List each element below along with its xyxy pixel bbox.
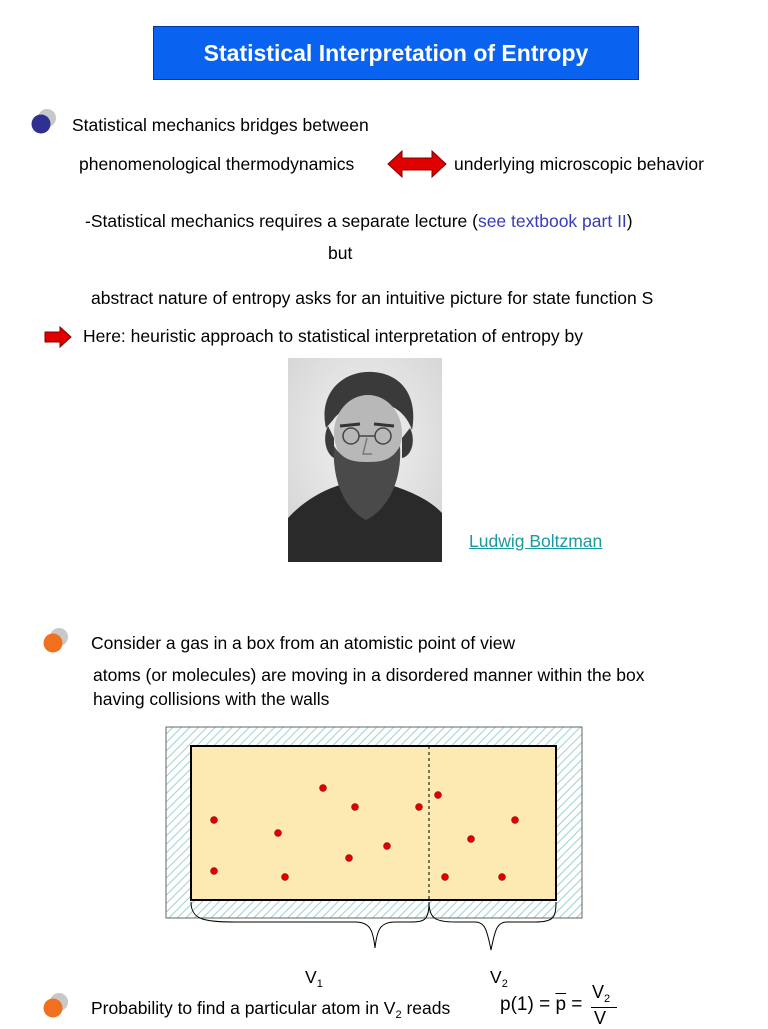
v2-label [490,967,508,990]
formula-numerator [592,982,610,1005]
title-banner [153,26,639,80]
atom [352,804,359,811]
formula-denominator [594,1008,606,1029]
probability-line [91,998,450,1021]
page-title: Statistical Interpretation of Entropy [203,39,589,66]
bullet-1-icon [30,108,60,136]
atom [384,843,391,850]
v1-base: V [305,967,317,987]
formula-den: V [594,1008,607,1028]
atom [512,817,519,824]
abstract-line: abstract nature of entropy asks for an intuitive picture for state function S [91,288,654,308]
atom [435,792,442,799]
bullet-3-icon [42,992,72,1020]
atom [442,874,449,881]
atoms-line: atoms (or molecules) are moving in a disordered manner within the box [93,665,645,685]
atom [320,785,327,792]
prob-suffix: reads [401,998,451,1018]
atom [211,868,218,875]
atom [416,804,423,811]
boltzmann-portrait [288,358,442,562]
double-arrow-icon [387,149,447,179]
boltzmann-link-wrap [469,531,602,552]
prob-prefix: Probability to find a particular atom in V [91,998,396,1018]
boltzmann-link[interactable]: Ludwig Boltzman [469,531,603,551]
v2-sub: 2 [501,978,508,990]
textbook-link[interactable]: see textbook part II [477,211,627,231]
lecture-line [85,211,633,232]
probability-formula [500,994,582,1016]
prob-sub: 2 [395,1009,402,1021]
formula-num: V [592,982,605,1002]
atom [211,817,218,824]
red-arrow-icon [44,326,72,348]
v2-base: V [490,967,502,987]
gas-box-line: Consider a gas in a box from an atomistic point of view [91,633,516,653]
atom [346,855,353,862]
collisions-line: having collisions with the walls [93,689,330,709]
atom [282,874,289,881]
gas-box-diagram [165,726,585,956]
atom [275,830,282,837]
left-term: phenomenological thermodynamics [79,154,355,174]
lecture-prefix: -Statistical mechanics requires a separate lecture ( [85,211,478,231]
atom [499,874,506,881]
v1-sub: 1 [316,978,323,990]
v1-label [305,967,323,990]
but-word: but [328,243,353,263]
atom [468,836,475,843]
right-term-text: underlying microscopic behavior [454,154,704,174]
formula-pbar: $\overline{p}$ [555,994,567,1015]
lecture-suffix: ) [626,211,633,231]
formula-lhs: p(1) = [500,994,551,1015]
bullet-2-icon [42,627,72,655]
heuristic-line: Here: heuristic approach to statistical interpretation of entropy by [83,326,583,346]
formula-num-sub: 2 [604,993,611,1005]
formula-eq: = [566,994,583,1015]
right-term [454,154,704,175]
intro-line: Statistical mechanics bridges between [72,115,369,135]
